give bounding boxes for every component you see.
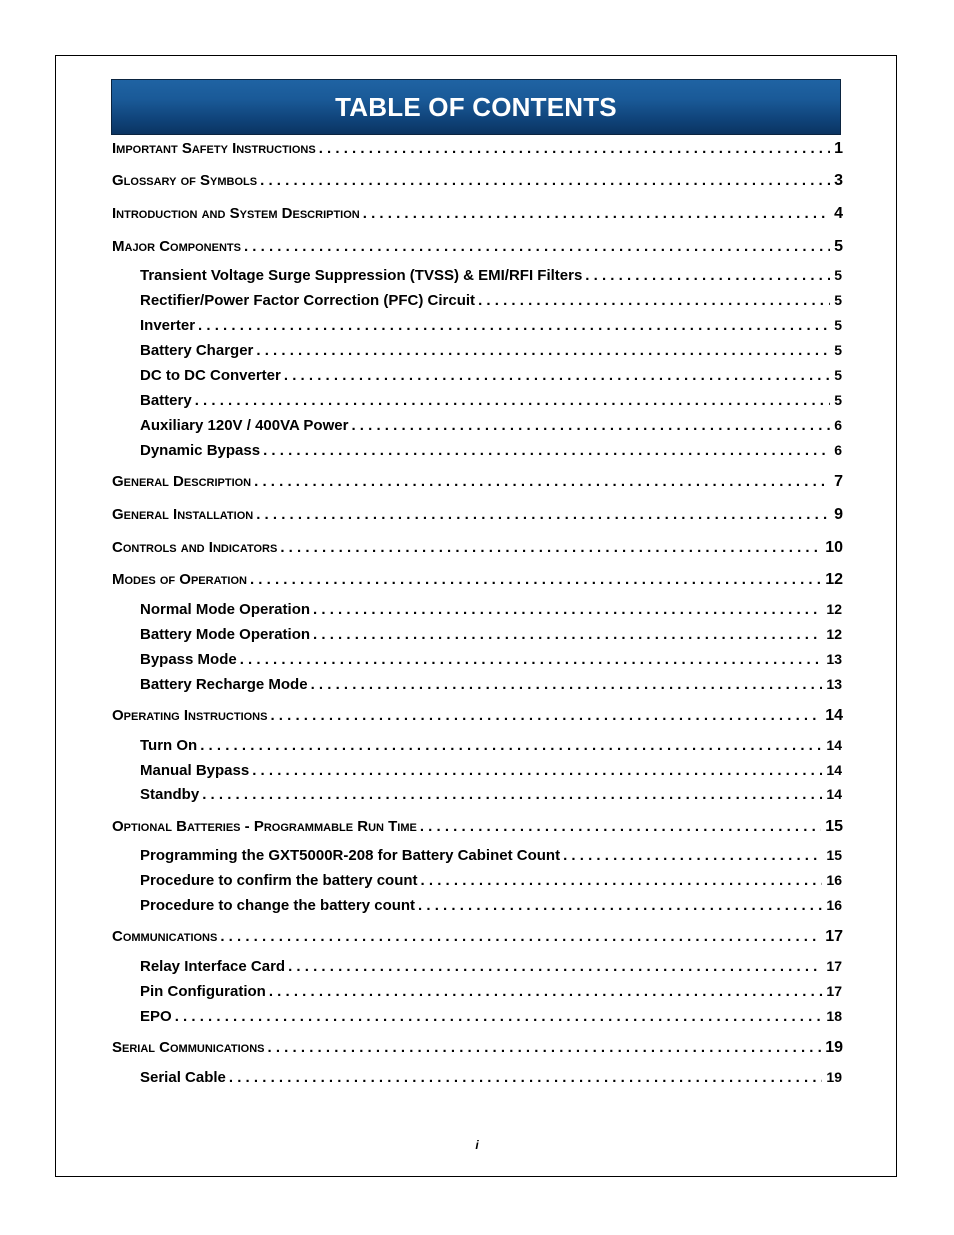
dot-leader — [256, 342, 830, 359]
toc-entry-introduction[interactable] — [112, 205, 843, 223]
dot-leader — [240, 651, 823, 668]
toc-entry-label: Introduction and System Description — [112, 205, 360, 222]
toc-entry-page: 6 — [834, 417, 842, 433]
dot-leader — [260, 172, 830, 189]
page-number: i — [475, 1138, 479, 1152]
toc-entry-label: Transient Voltage Surge Suppression (TVSS) & EMI/RFI Filters — [140, 267, 583, 284]
toc-entry-page: 18 — [826, 1008, 842, 1024]
toc-entry-page: 5 — [834, 292, 842, 308]
toc-entry-label: Inverter — [140, 317, 196, 334]
toc-entry-page: 9 — [834, 506, 843, 523]
toc-entry-label: Dynamic Bypass — [140, 442, 261, 459]
toc-entry-page: 12 — [825, 571, 843, 588]
toc-entry-page: 10 — [825, 539, 843, 556]
toc-entry-programming-battery-cabinet-count[interactable] — [140, 847, 842, 864]
toc-entry-page: 5 — [834, 392, 842, 408]
dot-leader — [280, 539, 821, 556]
dot-leader — [284, 367, 830, 384]
toc-entry-communications[interactable] — [112, 928, 843, 946]
toc-entry-page: 15 — [826, 847, 842, 863]
toc-entry-label: Major Components — [112, 238, 241, 255]
toc-entry-page: 13 — [826, 651, 842, 667]
toc-entry-label: Battery Charger — [140, 342, 254, 359]
toc-entry-epo[interactable] — [140, 1008, 842, 1025]
toc-entry-label: Communications — [112, 928, 218, 945]
dot-leader — [311, 676, 823, 693]
toc-entry-label: Serial Communications — [112, 1039, 265, 1056]
toc-entry-label: DC to DC Converter — [140, 367, 281, 384]
toc-entry-label: Rectifier/Power Factor Correction (PFC) Circuit — [140, 292, 476, 309]
toc-entry-label: General Installation — [112, 506, 254, 523]
toc-entry-major-components[interactable] — [112, 238, 843, 256]
toc-entry-modes-of-operation[interactable] — [112, 571, 843, 589]
toc-entry-page: 16 — [826, 872, 842, 888]
dot-leader — [585, 267, 830, 284]
dot-leader — [229, 1069, 823, 1086]
toc-entry-page: 5 — [834, 342, 842, 358]
dot-leader — [200, 737, 822, 754]
toc-entry-page: 5 — [834, 317, 842, 333]
toc-entry-label: Controls and Indicators — [112, 539, 278, 556]
dot-leader — [313, 626, 822, 643]
toc-entry-dynamic-bypass[interactable] — [140, 442, 842, 459]
toc-entry-page: 14 — [826, 786, 842, 802]
toc-entry-glossary-of-symbols[interactable] — [112, 172, 843, 190]
toc-entry-manual-bypass[interactable] — [140, 762, 842, 779]
toc-entry-change-battery-count[interactable] — [140, 897, 842, 914]
dot-leader — [254, 473, 830, 490]
toc-entry-page: 17 — [826, 983, 842, 999]
toc-entry-page: 16 — [826, 897, 842, 913]
toc-entry-label: General Description — [112, 473, 252, 490]
dot-leader — [198, 317, 830, 334]
toc-entry-label: Battery Recharge Mode — [140, 676, 308, 693]
dot-leader — [319, 140, 830, 157]
toc-entry-page: 17 — [825, 928, 843, 945]
dot-leader — [263, 442, 830, 459]
toc-entry-battery[interactable] — [140, 392, 842, 409]
toc-entry-page: 7 — [834, 473, 843, 490]
toc-entry-page: 19 — [825, 1039, 843, 1056]
toc-entry-label: Bypass Mode — [140, 651, 237, 668]
dot-leader — [220, 928, 821, 945]
toc-entry-page: 5 — [834, 267, 842, 283]
toc-entry-page: 19 — [826, 1069, 842, 1085]
toc-entry-label: Turn On — [140, 737, 198, 754]
dot-leader — [202, 786, 822, 803]
page-title: TABLE OF CONTENTS — [335, 91, 617, 122]
dot-leader — [420, 818, 821, 835]
dot-leader — [256, 506, 830, 523]
toc-entry-auxiliary-power[interactable] — [140, 417, 842, 434]
toc-entry-confirm-battery-count[interactable] — [140, 872, 842, 889]
toc-entry-label: Pin Configuration — [140, 983, 266, 1000]
toc-entry-label: Auxiliary 120V / 400VA Power — [140, 417, 349, 434]
toc-entry-page: 12 — [826, 626, 842, 642]
toc-entry-general-installation[interactable] — [112, 506, 843, 524]
toc-entry-page: 5 — [834, 238, 843, 255]
toc-entry-label: Modes of Operation — [112, 571, 247, 588]
dot-leader — [195, 392, 831, 409]
toc-entry-page: 14 — [826, 762, 842, 778]
toc-entry-important-safety-instructions[interactable] — [112, 140, 843, 158]
toc-entry-tvss-emi-rfi-filters[interactable] — [140, 267, 842, 284]
toc-entry-page: 15 — [825, 818, 843, 835]
toc-entry-label: Manual Bypass — [140, 762, 250, 779]
toc-entry-label: Glossary of Symbols — [112, 172, 258, 189]
toc-entry-rectifier-pfc[interactable] — [140, 292, 842, 309]
dot-leader — [288, 958, 822, 975]
dot-leader — [563, 847, 822, 864]
toc-entry-serial-communications[interactable] — [112, 1039, 843, 1057]
toc-entry-page: 4 — [834, 205, 843, 222]
toc-entry-battery-recharge-mode[interactable] — [140, 676, 842, 693]
toc-entry-general-description[interactable] — [112, 473, 843, 491]
toc-entry-label: Serial Cable — [140, 1069, 226, 1086]
toc-entry-label: EPO — [140, 1008, 172, 1025]
dot-leader — [351, 417, 830, 434]
toc-entry-dc-to-dc-converter[interactable] — [140, 367, 842, 384]
toc-entry-pin-configuration[interactable] — [140, 983, 842, 1000]
dot-leader — [270, 707, 821, 724]
toc-entry-label: Battery — [140, 392, 192, 409]
dot-leader — [175, 1008, 823, 1025]
toc-entry-page: 12 — [826, 601, 842, 617]
dot-leader — [418, 897, 822, 914]
toc-entry-label: Normal Mode Operation — [140, 601, 311, 618]
toc-entry-label: Important Safety Instructions — [112, 140, 316, 157]
toc-entry-page: 3 — [834, 172, 843, 189]
toc-entry-label: Standby — [140, 786, 200, 803]
toc-entry-page: 1 — [834, 140, 843, 157]
toc-entry-normal-mode[interactable] — [140, 601, 842, 618]
toc-entry-controls-and-indicators[interactable] — [112, 539, 843, 557]
toc-entry-operating-instructions[interactable] — [112, 707, 843, 725]
toc-entry-page: 5 — [834, 367, 842, 383]
dot-leader — [421, 872, 823, 889]
toc-entry-standby[interactable] — [140, 786, 842, 803]
toc-entry-page: 13 — [826, 676, 842, 692]
dot-leader — [268, 1039, 822, 1056]
dot-leader — [250, 571, 821, 588]
toc-entry-label: Optional Batteries - Programmable Run Time — [112, 818, 417, 835]
toc-entry-bypass-mode[interactable] — [140, 651, 842, 668]
toc-entry-turn-on[interactable] — [140, 737, 842, 754]
dot-leader — [478, 292, 830, 309]
toc-entry-label: Procedure to change the battery count — [140, 897, 416, 914]
toc-entry-label: Relay Interface Card — [140, 958, 286, 975]
toc-entry-serial-cable[interactable] — [140, 1069, 842, 1086]
toc-entry-relay-interface-card[interactable] — [140, 958, 842, 975]
toc-entry-label: Battery Mode Operation — [140, 626, 311, 643]
toc-entry-page: 17 — [826, 958, 842, 974]
toc-entry-battery-charger[interactable] — [140, 342, 842, 359]
toc-entry-page: 6 — [834, 442, 842, 458]
dot-leader — [252, 762, 822, 779]
toc-entry-label: Programming the GXT5000R-208 for Battery Cabinet Count — [140, 847, 561, 864]
dot-leader — [363, 205, 830, 222]
toc-entry-label: Operating Instructions — [112, 707, 268, 724]
toc-entry-battery-mode[interactable] — [140, 626, 842, 643]
toc-entry-label: Procedure to confirm the battery count — [140, 872, 418, 889]
toc-entry-optional-batteries[interactable] — [112, 818, 843, 836]
toc-entry-page: 14 — [826, 737, 842, 753]
dot-leader — [244, 238, 830, 255]
dot-leader — [269, 983, 823, 1000]
dot-leader — [313, 601, 822, 618]
toc-entry-page: 14 — [825, 707, 843, 724]
toc-entry-inverter[interactable] — [140, 317, 842, 334]
